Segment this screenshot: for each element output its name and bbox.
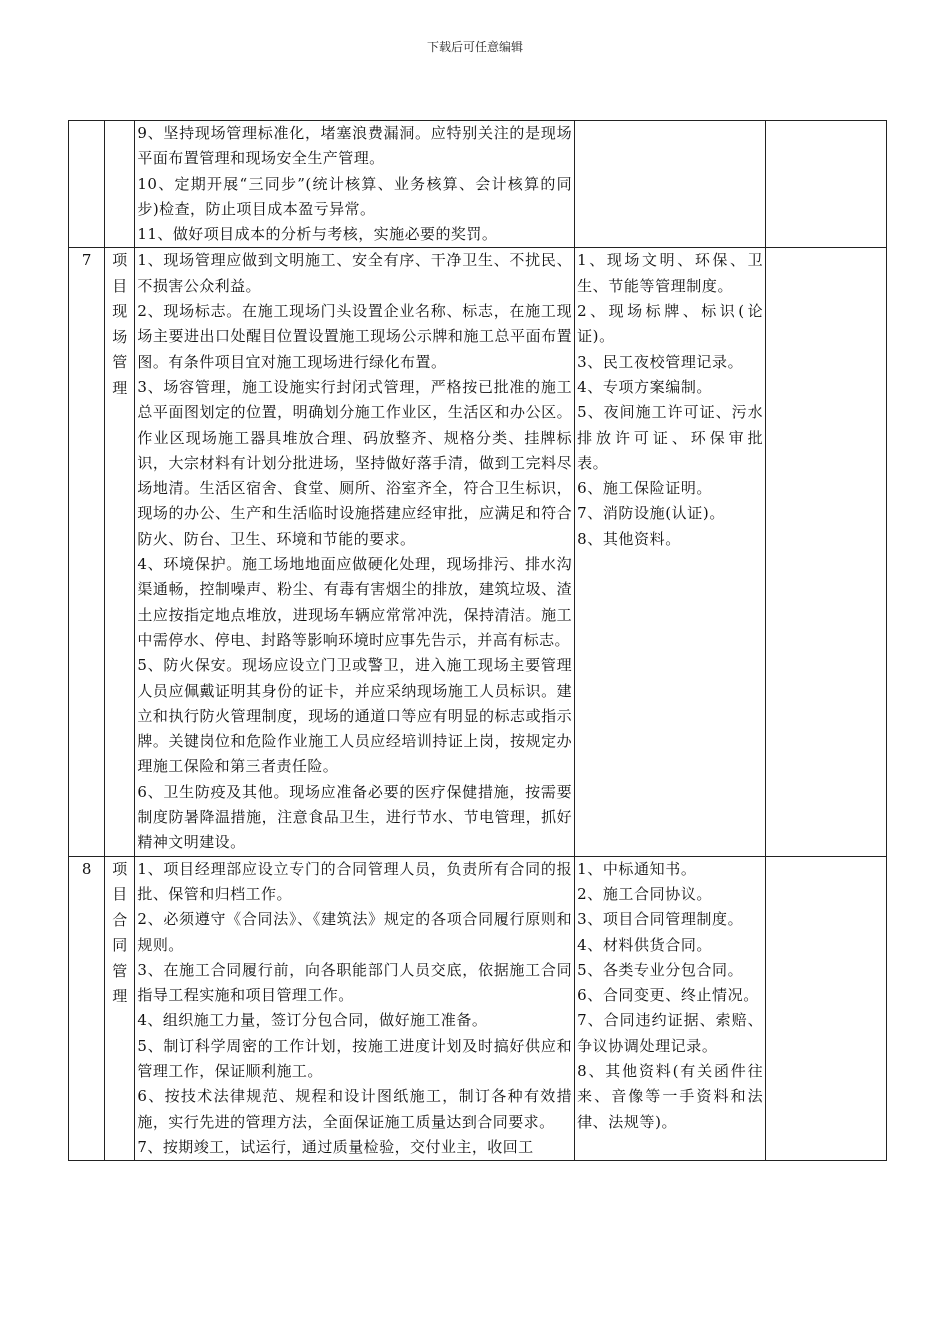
doc-item: 6、施工保险证明。 — [577, 479, 713, 498]
doc-item: 1、现场文明、环保、卫生、节能等管理制度。 — [577, 251, 764, 295]
doc-item: 7、合同违约证据、索赔、争议协调处理记录。 — [577, 1011, 764, 1055]
content-item: 1、现场管理应做到文明施工、安全有序、干净卫生、不扰民、不损害公众利益。 — [137, 251, 573, 295]
row-name — [105, 856, 135, 1161]
row-name-char: 理 — [112, 378, 128, 397]
doc-item: 4、材料供货合同。 — [577, 935, 713, 954]
content-item: 2、现场标志。在施工现场门头设置企业名称、标志，在施工现场主要进出口处醒目位置设置施工现场公示牌和施工总平面布置图。有条件项目宜对施工现场进行绿化布置。 — [137, 302, 573, 371]
row-name-char: 目 — [112, 885, 128, 904]
content-item: 10、定期开展“三同步”(统计核算、业务核算、会计核算的同步)检查，防止项目成本盈亏异常。 — [137, 174, 573, 218]
content-item: 5、制订科学周密的工作计划，按施工进度计划及时搞好供应和管理工作，保证顺利施工。 — [137, 1036, 573, 1080]
doc-item: 1、中标通知书。 — [577, 859, 697, 878]
row-number: 7 — [69, 248, 105, 856]
content-item: 2、必须遵守《合同法》、《建筑法》规定的各项合同履行原则和规则。 — [137, 910, 573, 954]
content-item: 9、坚持现场管理标准化，堵塞浪费漏洞。应特别关注的是现场平面布置管理和现场安全生产管理。 — [137, 124, 573, 168]
remark-cell — [766, 248, 887, 856]
docs-cell — [575, 248, 766, 856]
management-table — [68, 120, 887, 1161]
row-number: 8 — [69, 856, 105, 1161]
row-name-char: 场 — [112, 327, 128, 346]
table-row — [69, 121, 887, 248]
doc-item: 2、施工合同协议。 — [577, 884, 713, 903]
docs-cell — [575, 121, 766, 248]
remark-cell — [766, 121, 887, 248]
doc-item: 8、其他资料(有关函件往来、音像等一手资料和法律、法规等)。 — [577, 1061, 764, 1131]
content-item: 4、组织施工力量，签订分包合同，做好施工准备。 — [137, 1011, 488, 1030]
page-header: 下载后可任意编辑 — [426, 40, 523, 54]
doc-item: 6、合同变更、终止情况。 — [577, 986, 759, 1005]
content-item: 6、按技术法律规范、规程和设计图纸施工，制订各种有效措施，实行先进的管理方法，全面保证施工质量达到合同要求。 — [137, 1087, 573, 1131]
docs-cell — [575, 856, 766, 1161]
doc-item: 5、各类专业分包合同。 — [577, 960, 744, 979]
row-name-char: 管 — [112, 353, 128, 372]
row-name — [105, 121, 135, 248]
row-number — [69, 121, 105, 248]
remark-cell — [766, 856, 887, 1161]
row-name-char: 项 — [112, 859, 128, 878]
content-item: 1、项目经理部应设立专门的合同管理人员，负责所有合同的报批、保管和归档工作。 — [137, 859, 573, 903]
doc-item: 2、现场标牌、标识(论证)。 — [577, 302, 764, 346]
content-item: 11、做好项目成本的分析与考核，实施必要的奖罚。 — [137, 225, 498, 244]
doc-item: 3、民工夜校管理记录。 — [577, 352, 744, 371]
row-name-char: 合 — [112, 910, 128, 929]
doc-item: 4、专项方案编制。 — [577, 377, 713, 396]
content-cell — [135, 856, 575, 1161]
content-item: 7、按期竣工，试运行，通过质量检验，交付业主，收回工 — [137, 1137, 534, 1156]
doc-item: 3、项目合同管理制度。 — [577, 910, 744, 929]
content-cell — [135, 121, 575, 248]
row-name-char: 现 — [112, 302, 128, 321]
row-name-char: 同 — [112, 936, 128, 955]
doc-item: 8、其他资料。 — [577, 529, 681, 548]
row-name-char: 目 — [112, 276, 128, 295]
doc-item: 5、夜间施工许可证、污水排放许可证、环保审批表。 — [577, 403, 764, 472]
table-row — [69, 248, 887, 856]
content-cell — [135, 248, 575, 856]
content-item: 3、在施工合同履行前，向各职能部门人员交底，依据施工合同指导工程实施和项目管理工作。 — [137, 960, 573, 1005]
row-name-char: 理 — [112, 987, 128, 1006]
row-name — [105, 248, 135, 856]
content-item: 6、卫生防疫及其他。现场应准备必要的医疗保健措施，按需要制度防暑降温措施，注意食品卫生，进行节水、节电管理，抓好精神文明建设。 — [137, 782, 573, 852]
doc-item: 7、消防设施(认证)。 — [577, 504, 725, 523]
row-name-char: 项 — [112, 251, 128, 270]
row-name-char: 管 — [112, 961, 128, 980]
table-row — [69, 856, 887, 1161]
content-item: 5、防火保安。现场应设立门卫或警卫，进入施工现场主要管理人员应佩戴证明其身份的证卡，并应采纳现场施工人员标识。建立和执行防火管理制度，现场的通道口等应有明显的标志或指示牌。关键岗位和危险作业施工人员应经培训持证上岗，按规定办理施工保险和第三者责任险。 — [137, 656, 573, 776]
content-item: 4、环境保护。施工场地地面应做硬化处理，现场排污、排水沟渠通畅，控制噪声、粉尘、有毒有害烟尘的排放，建筑垃圾、渣土应按指定地点堆放，进现场车辆应常常冲洗，保持清洁。施工中需停水、停电、封路等影响环境时应事先告示，并高有标志。 — [137, 555, 573, 649]
content-item: 3、场容管理，施工设施实行封闭式管理，严格按已批准的施工总平面图划定的位置，明确划分施工作业区，生活区和办公区。作业区现场施工器具堆放合理、码放整齐、规格分类、挂牌标识，大宗材料有计划分批进场，坚持做好落手清，做到工完料尽场地清。生活区宿舍、食堂、厕所、浴室齐全，符合卫生标识，现场的办公、生产和生活临时设施搭建应经审批，应满足和符合防火、防台、卫生、环境和节能的要求。 — [137, 377, 573, 548]
